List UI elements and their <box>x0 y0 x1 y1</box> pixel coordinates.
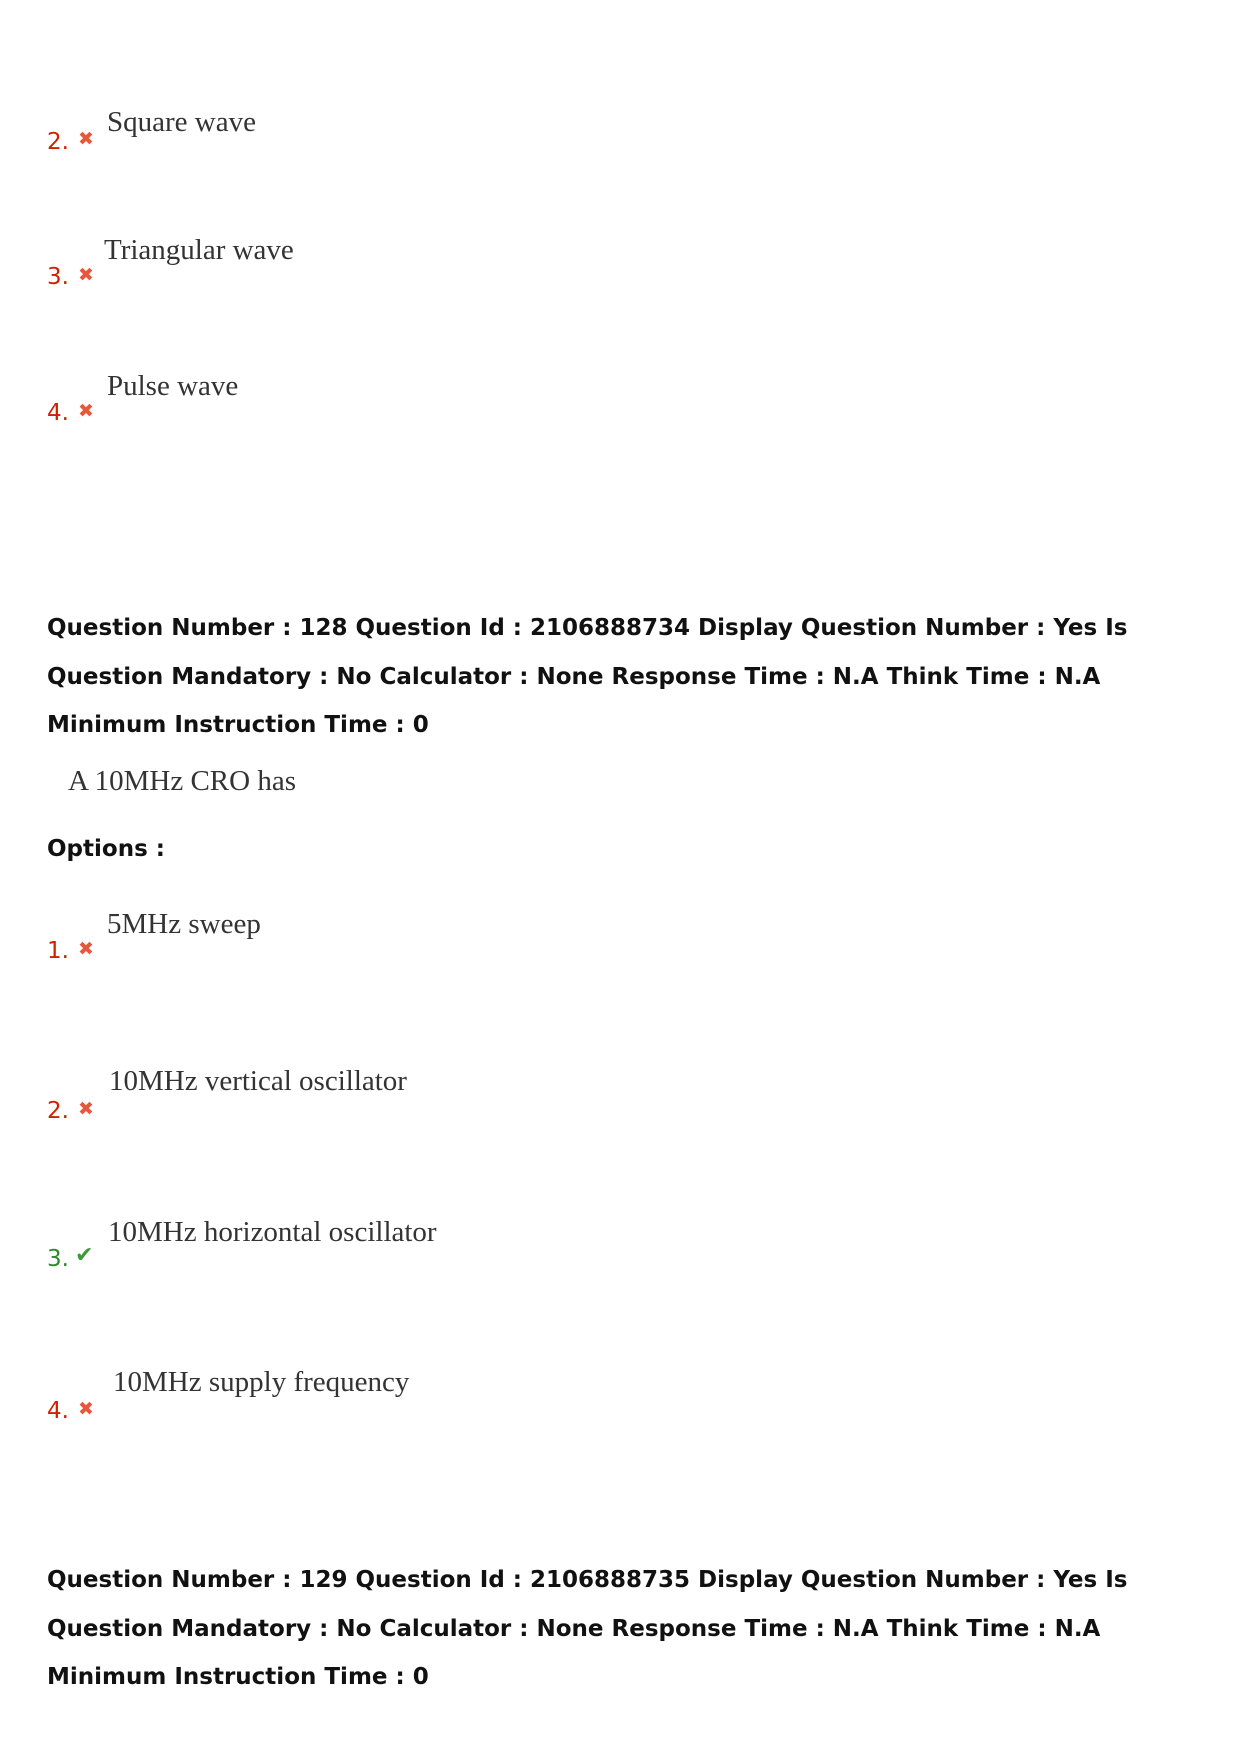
cross-icon: ✖ <box>78 264 94 286</box>
option-number: 3. <box>47 1246 69 1272</box>
cross-icon: ✖ <box>78 1398 94 1420</box>
option-number: 3. <box>47 264 69 290</box>
option-text: 10MHz vertical oscillator <box>109 1065 407 1097</box>
check-icon: ✔ <box>75 1243 94 1268</box>
options-label: Options : <box>47 836 165 862</box>
option-number: 2. <box>47 129 69 155</box>
option-number: 1. <box>47 938 69 964</box>
option-text: 5MHz sweep <box>107 908 261 940</box>
option-text: Pulse wave <box>107 370 239 402</box>
option-text: Triangular wave <box>104 234 294 266</box>
option-text: 10MHz horizontal oscillator <box>108 1216 437 1248</box>
option-number: 4. <box>47 400 69 426</box>
option-text: 10MHz supply frequency <box>113 1366 410 1398</box>
cross-icon: ✖ <box>78 128 94 150</box>
cross-icon: ✖ <box>78 1098 94 1120</box>
question-info: Question Number : 128 Question Id : 2106888734 Display Question Number : Yes Is Question Mandatory : No Calculator : None Response Time : N.A Think Time : N.A Minimum Instruction Time : 0 <box>47 615 1128 738</box>
cross-icon: ✖ <box>78 400 94 422</box>
question-info: Question Number : 129 Question Id : 2106888735 Display Question Number : Yes Is Question Mandatory : No Calculator : None Response Time : N.A Think Time : N.A Minimum Instruction Time : 0 <box>47 1567 1128 1690</box>
question-text: A 10MHz CRO has <box>68 765 296 797</box>
cross-icon: ✖ <box>78 938 94 960</box>
option-number: 4. <box>47 1398 69 1424</box>
option-number: 2. <box>47 1098 69 1124</box>
option-text: Square wave <box>107 106 256 138</box>
